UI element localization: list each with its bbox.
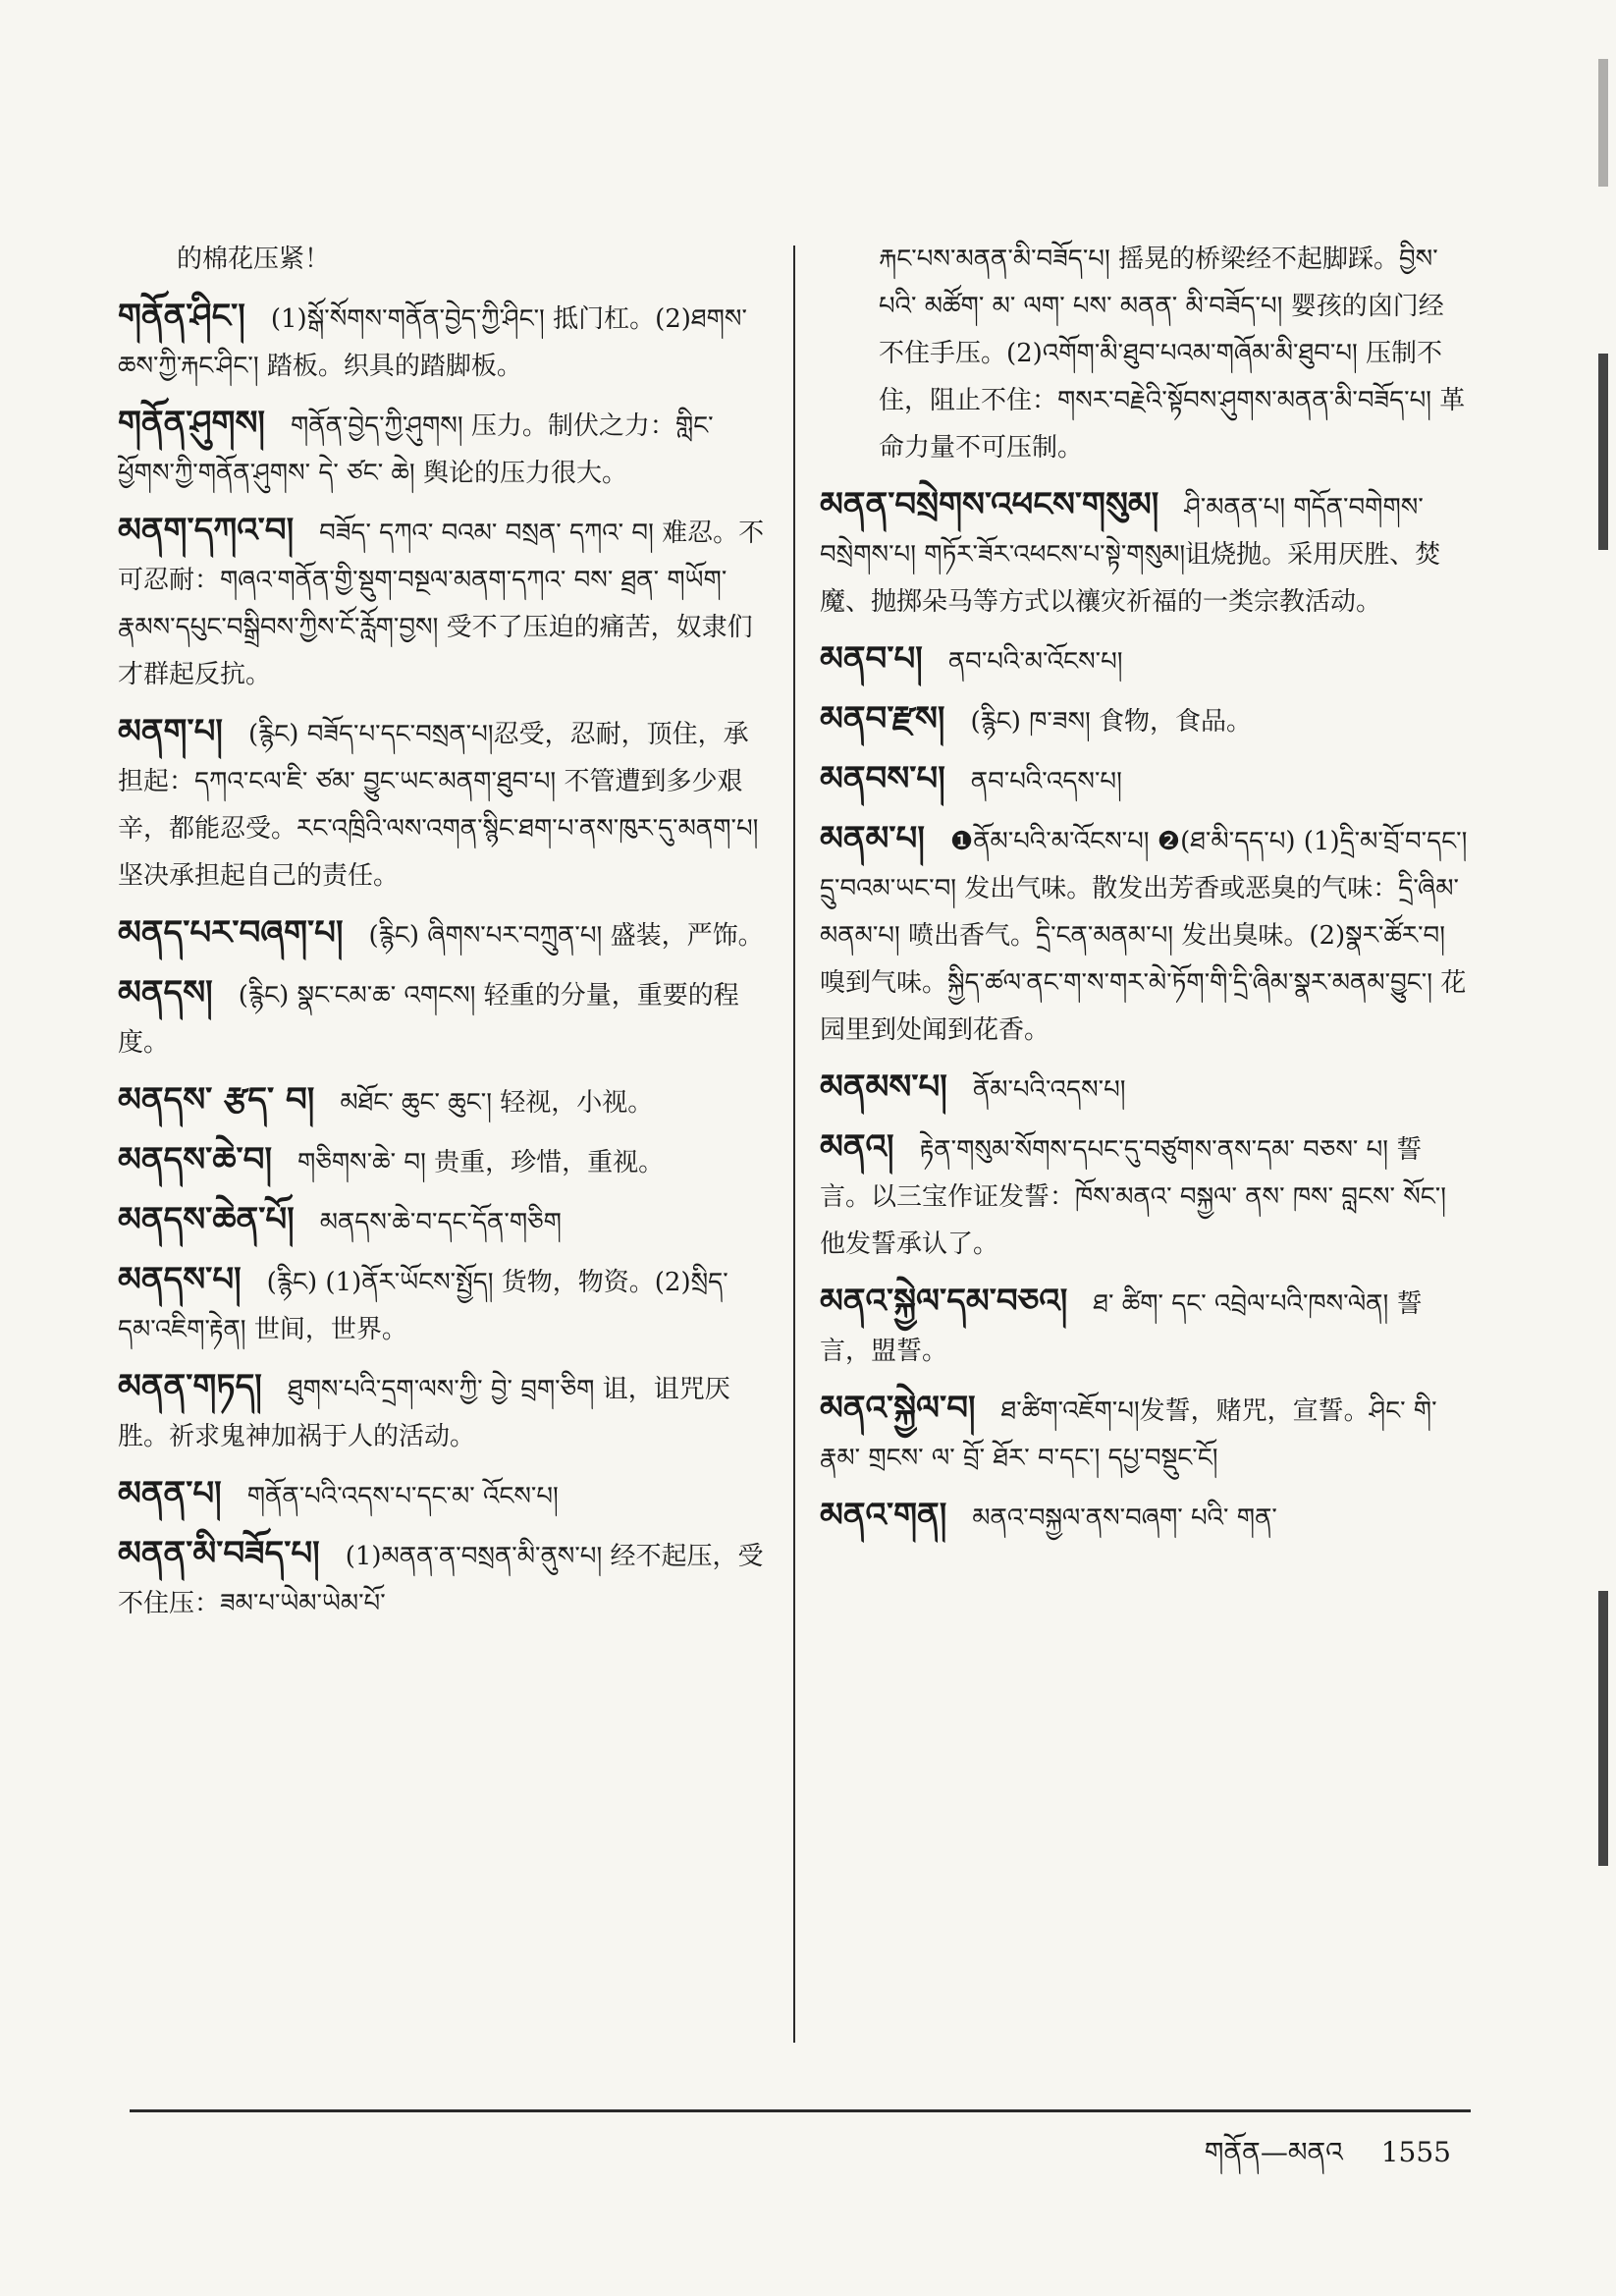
dictionary-entry	[118, 1256, 766, 1353]
dictionary-entry	[118, 909, 766, 959]
dictionary-entry	[118, 1363, 766, 1460]
definition: (རྙིང) བཟོད་པ་དང་བསྲན་པ།忍受，忍耐，顶住，承担起：དཀའ་ངལ་ཇི་ ཙམ་ བྱུང་ཡང་མནག་ཐུབ་པ། 不管遭到多少艰辛，都能忍受。རང་འཁྲིའི་ལས་འགན་སྙིང་ཐག་པ་ནས་ཁུར་དུ་མནག་པ། 坚决承担起自己的责任。	[118, 720, 759, 891]
headword: མནན་མི་བཟོད་པ།	[118, 1534, 320, 1573]
definition: (རྙིང) ཁ་ཟས། 食物，食品。	[970, 707, 1253, 737]
definition: མནདས་ཆེ་བ་དང་དོན་གཅིག	[319, 1208, 562, 1237]
definition: ནབ་པའི་མ་འོངས་པ།	[947, 647, 1123, 677]
carryover-fragment: རྐང་པས་མནན་མི་བཟོད་པ། 摇晃的桥梁经不起脚踩。བྱིས་ པའི་ མཚོག་ མ་ ལག་ པས་ མནན་ མི་བཟོད་པ། 婴孩的囟门经不住手压。(2)འགོག་མི་ཐུབ་པའམ་གཞོམ་མི་ཐུབ་པ། 压制不住，阻止不住：གསར་བརྗེའི་སྟོབས་ཤུགས་མནན་མི་བཟོད་པ། 革命力量不可压制。	[879, 245, 1466, 463]
definition: ཐ་ ཚིག་ དང་ འབྲེལ་པའི་ཁས་ལེན། 誓言，盟誓。	[820, 1289, 1423, 1366]
dictionary-entry	[820, 1064, 1468, 1114]
dictionary-entry	[820, 481, 1468, 626]
dictionary-entry	[820, 1123, 1468, 1268]
dictionary-entry	[820, 1385, 1468, 1482]
definition: གནོན་བྱེད་ཀྱི་ཤུགས། 压力。制伏之力：གླིང་ཕྱོགས་ཀྱི་གནོན་ཤུགས་ དེ་ ཙང་ ཆེ། 舆论的压力很大。	[118, 411, 714, 488]
definition: (1)སྒོ་སོགས་གནོན་བྱེད་ཀྱི་ཤིང་། 抵门杠。(2)ཐགས་ཆས་ཀྱི་རྐང་ཤིང་། 踏板。织具的踏脚板。	[118, 304, 747, 381]
definition: ཐུགས་པའི་དྲག་ལས་ཀྱི་ བྱེ་ བྲག་ཅིག 诅，诅咒厌胜。祈求鬼神加祸于人的活动。	[118, 1375, 730, 1451]
right-column	[820, 236, 1468, 1552]
headword: མནག་དཀའ་བ།	[118, 511, 295, 550]
definition: མནའ་བསྐྱལ་ནས་བཞག་ པའི་ གན་	[972, 1503, 1277, 1533]
definition: (1)མནན་ན་བསྲན་མི་ནུས་པ། 经不起压，受不住压：ཟམ་པ་ཡེམ་ཡེམ་པོ་	[118, 1542, 764, 1618]
dictionary-entry	[820, 755, 1468, 805]
headword: མནན་པ།	[118, 1474, 222, 1513]
definition: མཐོང་ ཆུང་ ཆུང་། 轻视，小视。	[340, 1088, 654, 1118]
column-divider	[793, 246, 795, 2043]
headword: མནའ་སྐྱེལ་བ།	[820, 1389, 976, 1428]
footer-rule	[130, 2109, 1471, 2112]
headword: མནག་པ།	[118, 712, 223, 751]
left-column	[118, 236, 766, 1637]
dictionary-entry	[118, 1470, 766, 1520]
guide-words: གནོན—མནའ	[1204, 2136, 1343, 2168]
dictionary-entry	[820, 1278, 1468, 1375]
carryover-fragment: 的棉花压紧！	[177, 245, 331, 274]
dictionary-entry	[118, 293, 766, 390]
headword: མནདས་ཆེ་བ།	[118, 1140, 273, 1179]
definition: ཤི་མནན་པ། གདོན་བགེགས་བསྲེགས་པ། གཏོར་ཟོར་འཕངས་པ་སྟེ་གསུམ།诅烧抛。采用厌胜、焚魔、抛掷朵马等方式以禳灾祈福的一类宗教活动。	[820, 493, 1441, 617]
definition: (རྙིང) (1)ནོར་ཡོངས་སྤྱོད། 货物，物资。(2)སྲིད་དམ་འཇིག་རྟེན། 世间，世界。	[118, 1268, 728, 1344]
dictionary-entry	[118, 969, 766, 1066]
definition: ནོམ་པའི་འདས་པ།	[972, 1075, 1126, 1105]
definition: རྟེན་གསུམ་སོགས་དཔང་དུ་བཙུགས་ནས་དམ་ བཅས་ པ། 誓言。以三宝作证发誓：ཁོས་མནའ་ བསྐྱལ་ ནས་ ཁས་ བླངས་ སོང་། 他发誓承认了。	[820, 1135, 1447, 1259]
headword: མནམ་པ།	[820, 819, 925, 858]
headword: མནའ།	[820, 1127, 894, 1167]
page-number: 1555	[1380, 2136, 1451, 2168]
scan-edge-mark	[1598, 354, 1608, 550]
dictionary-entry	[118, 708, 766, 900]
dictionary-entry	[118, 507, 766, 698]
dictionary-entry	[118, 1076, 766, 1126]
scan-edge-mark	[1598, 1591, 1608, 1866]
headword: གནོན་ཤུགས།	[118, 404, 265, 443]
dictionary-entry	[820, 815, 1468, 1054]
headword: གནོན་ཤིང་།	[118, 297, 245, 336]
headword: མནདས་ རྩད་ བ།	[118, 1080, 315, 1120]
definition: (རྙིང) ཞིགས་པར་བཀྲུན་པ། 盛装，严饰。	[368, 921, 764, 951]
dictionary-entry	[118, 1196, 766, 1246]
dictionary-entry	[820, 695, 1468, 745]
page-footer	[1205, 2121, 1451, 2199]
headword: མནདས།	[118, 973, 213, 1012]
headword: མནའ་སྐྱེལ་དམ་བཅའ།	[820, 1282, 1068, 1321]
dictionary-entry	[820, 1492, 1468, 1542]
definition: ནབ་པའི་འདས་པ།	[970, 767, 1122, 796]
headword: མནད་པར་བཞག་པ།	[118, 913, 344, 953]
headword: མནབས་པ།	[820, 759, 945, 798]
dictionary-entry	[118, 400, 766, 497]
definition: ❶ནོམ་པའི་མ་འོངས་པ། ❷(ཐ་མི་དད་པ) (1)དྲི་མ་བྲོ་བ་དང་། དྲུ་བའམ་ཡང་བ། 发出气味。散发出芳香或恶臭的气味：དྲི་ཞིམ་མནམ་པ། 喷出香气。དྲི་ངན་མནམ་པ། 发出臭味。(2)སྣར་ཚོར་བ། 嗅到气味。སྐྱིད་ཚལ་ནང་ག་ས་གར་མེ་ཏོག་གི་དྲི་ཞིམ་སྣར་མནམ་བྱུང་། 花园里到处闻到花香。	[820, 827, 1468, 1045]
definition: གནོན་པའི་འདས་པ་དང་མ་ འོངས་པ།	[246, 1482, 559, 1511]
headword: མནདས་ཆེན་པོ།	[118, 1200, 295, 1239]
definition: ཐ་ཚིག་འཇོག་པ།发誓，赌咒，宣誓。ཤིང་ གི་ རྣམ་ གྲངས་ ལ་ བྲོ་ ཐོར་ བ་དང་། དཔྱ་བསྡུང་ངོ།	[820, 1396, 1437, 1473]
definition: གཅིགས་ཆེ་ བ། 贵重，珍惜，重视。	[297, 1148, 665, 1177]
dictionary-entry	[118, 1530, 766, 1627]
headword: མནན་གཏད།	[118, 1367, 262, 1406]
headword: མནམས་པ།	[820, 1067, 947, 1107]
scan-edge-mark	[1598, 59, 1608, 187]
headword: མནབ་པ།	[820, 639, 923, 679]
definition: བཟོད་ དཀའ་ བའམ་ བསྲན་ དཀའ་ བ། 难忍。不可忍耐：གཞའ་གནོན་གྱི་སྡུག་བསྔལ་མནག་དཀའ་ བས་ ཐྲན་ གཡོག་ རྣམས་དཔུང་བསྒྲིབས་ཀྱིས་ངོ་རློག་བྱས། 受不了压迫的痛苦，奴隶们才群起反抗。	[118, 519, 765, 689]
headword: མནའ་གན།	[820, 1496, 947, 1535]
headword: མནདས་པ།	[118, 1260, 242, 1299]
dictionary-entry	[118, 1136, 766, 1186]
definition: (རྙིང) སྣང་ངམ་ཆ་ འགངས། 轻重的分量，重要的程度。	[118, 981, 739, 1058]
dictionary-entry	[820, 635, 1468, 685]
headword: མནན་བསྲེགས་འཕངས་གསུམ།	[820, 485, 1159, 524]
headword: མནབ་རྫས།	[820, 699, 945, 738]
